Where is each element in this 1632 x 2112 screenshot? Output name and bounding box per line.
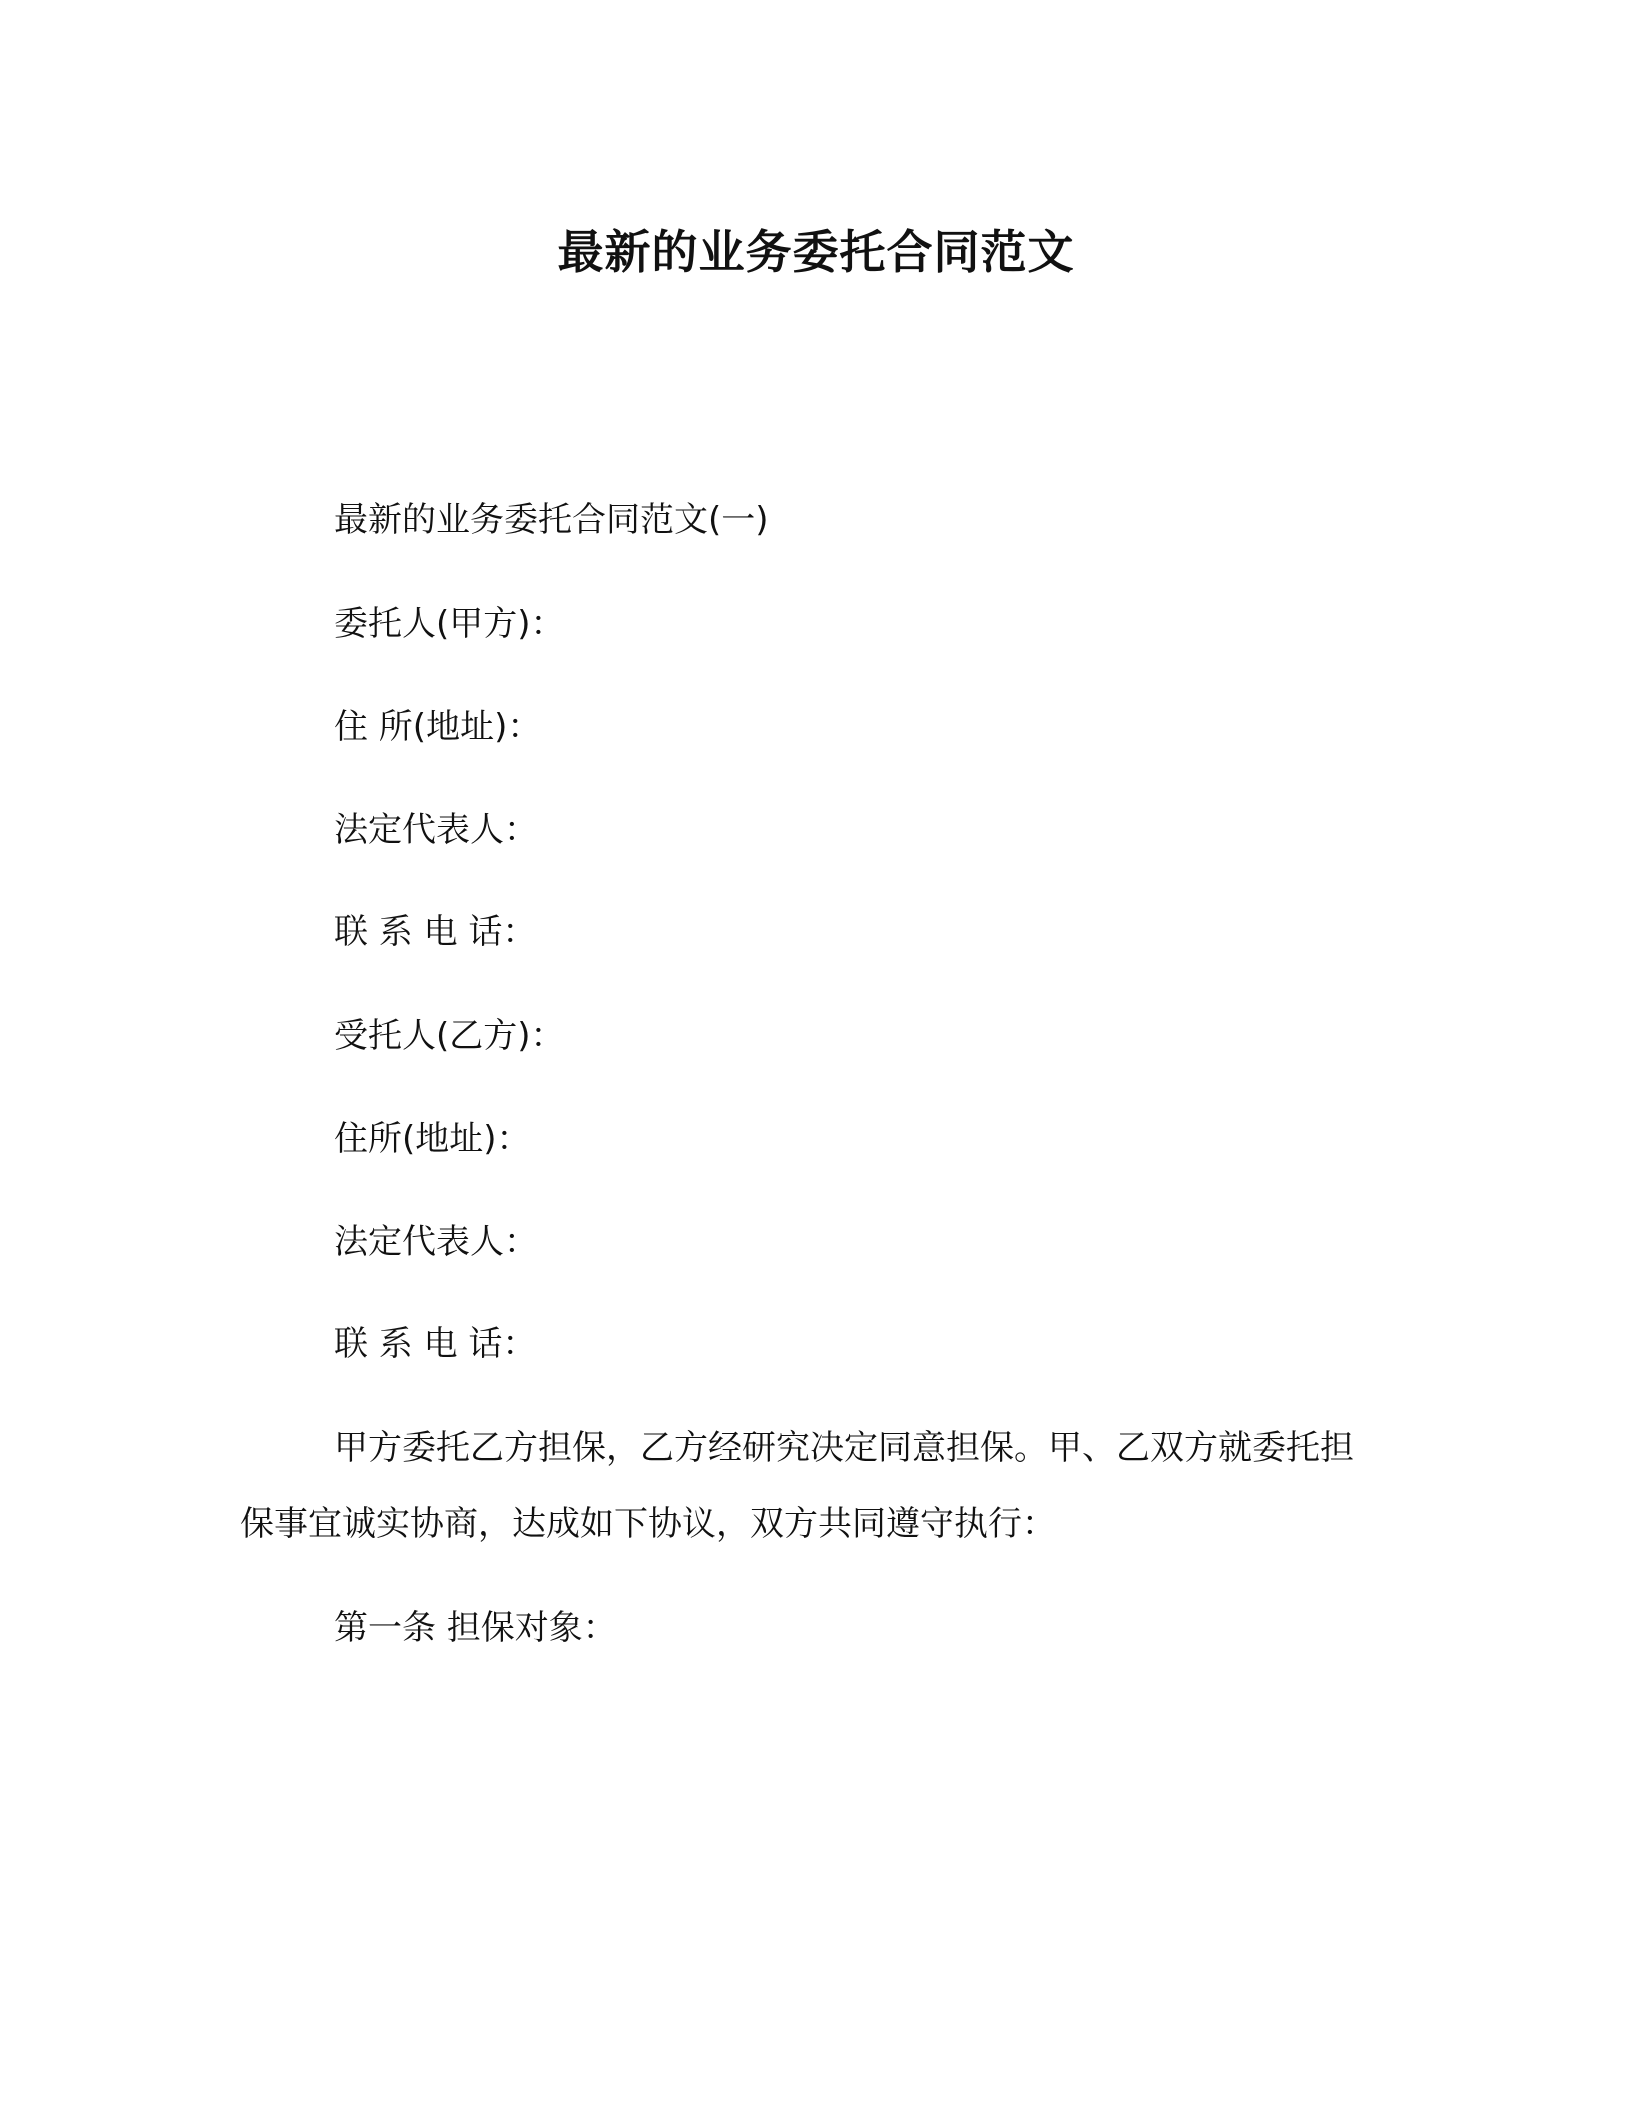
party-b-phone: 联 系 电 话：	[334, 1324, 537, 1364]
intro-paragraph: 甲方委托乙方担保，乙方经研究决定同意担保。甲、乙双方就委托担保事宜诚实协商，达成如下协议，双方共同遵守执行：	[240, 1428, 1354, 1544]
party-a-legal-rep: 法定代表人：	[334, 810, 538, 850]
article-1-heading: 第一条 担保对象：	[334, 1608, 617, 1648]
party-a-phone: 联 系 电 话：	[334, 912, 537, 952]
party-a-address: 住 所(地址)：	[334, 707, 542, 747]
party-b-address: 住所(地址)：	[334, 1119, 531, 1159]
section-heading: 最新的业务委托合同范文(一)	[334, 500, 769, 540]
document-title: 最新的业务委托合同范文	[557, 225, 1075, 279]
party-a-label: 委托人(甲方)：	[334, 604, 565, 644]
party-b-legal-rep: 法定代表人：	[334, 1222, 538, 1262]
party-b-label: 受托人(乙方)：	[334, 1016, 565, 1056]
